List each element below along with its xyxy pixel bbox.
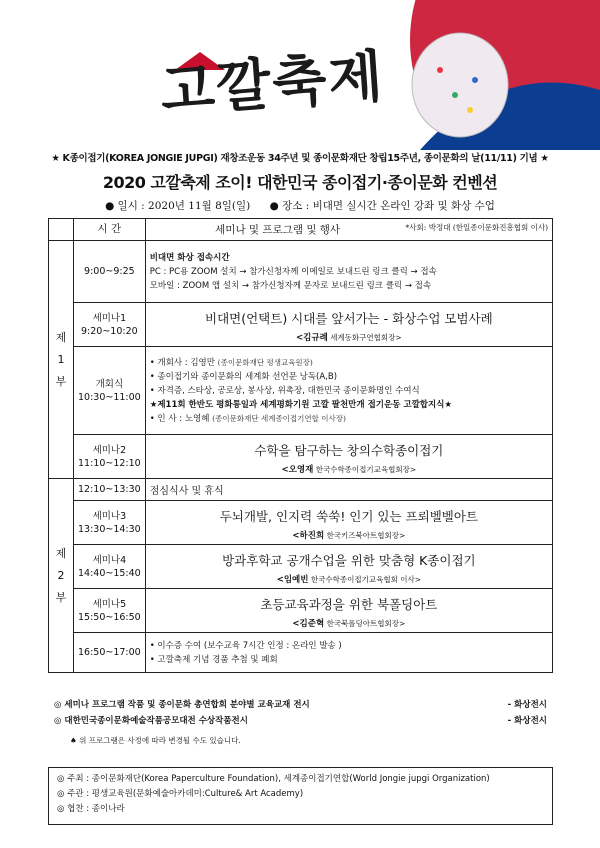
table-header-row: [49, 219, 553, 241]
footer-sponsor: ◎ 협찬 : 종이나라: [57, 804, 125, 814]
table-row: 세미나4 14:40~15:40 방과후학교 공개수업을 위한 맞춤형 K종이접기 <임예빈 한국수학종이접기교육협회 이사>: [49, 545, 553, 589]
list-item: ◎ 대한민국종이문화예술작품공모대전 수상작품전시 - 화상전시: [54, 716, 547, 726]
table-row: 세미나1 9:20~10:20 비대면(언택트) 시대를 앞서가는 - 화상수업 모범사례 <김규례 세계동화구연협회장>: [49, 303, 553, 347]
table-row: 세미나2 11:10~12:10 수학을 탐구하는 창의수학종이접기 <오영재 한국수학종이접기교육협회장>: [49, 435, 553, 479]
footer-credits: [48, 767, 553, 825]
table-row: 16:50~17:00 • 이수증 수여 (보수교육 7시간 인정 : 온라인 발송 ) • 고깔축제 기념 경품 추첨 및 폐회: [49, 633, 553, 673]
hero-banner: [0, 0, 600, 150]
table-row: 개회식 10:30~11:00 • 개회사 : 김영만 (종이문화재단 평생교육원장) • 종이접기와 종이문화의 세계화 선언문 낭독(A,B) • 자격증, 스타상, 공로상, 봉사상, 위촉장, 대한민국 종이문화명인 수여식 ★제11회 한반도 평화통일과 세계평화기원 고깔 팔천만개 접기운동 고깔합지식★ • 인 사 : 노영혜 (종이문화재단 세계종이접기연합 이사장): [49, 347, 553, 435]
footer-organizer: ◎ 주관 : 평생교육원(문화예술아카데미:Culture& Art Academy): [57, 789, 304, 799]
table-row: 세미나3 13:30~14:30 두뇌개발, 인지력 쑥쑥! 인기 있는 프뢰벨벨아트 <하진희 한국키즈북아트협회장>: [49, 501, 553, 545]
table-row: 제 2 부 12:10~13:30 점심식사 및 휴식: [49, 479, 553, 501]
event-meta: [0, 198, 600, 213]
part-2-label: 제 2 부: [49, 479, 74, 673]
jar-of-paper-stars: [412, 33, 508, 137]
event-date: ● 일시 : 2020년 11월 8일(일): [105, 200, 251, 212]
part-1-label: 제 1 부: [49, 241, 74, 479]
list-item: ◎ 세미나 프로그램 작품 및 종이문화 총연합회 분야별 교육교재 전시 - 화상전시: [54, 700, 547, 710]
header-time: 시 간: [74, 219, 146, 241]
header-host: *사회: 박정대 (한일종이문화진흥협회 이사): [405, 223, 548, 232]
header-program: 세미나 및 프로그램 및 행사 *사회: 박정대 (한일종이문화진흥협회 이사): [145, 219, 552, 241]
tagline: ★ K종이접기(KOREA JONGIE JUPGI) 재창조운동 34주년 및 종이문화재단 창립15주년, 종이문화의 날(11/11) 기념 ★: [51, 153, 549, 164]
logo: 고깔축제: [158, 43, 387, 125]
table-row: 제 1 부 9:00~9:25 비대면 화상 접속시간 PC : PC용 ZOOM 설치 → 참가신청자께 이메일로 보내드린 링크 클릭 → 접속 모바일 : ZOOM 앱 설치 → 참가신청자께 문자로 보내드린 링크 클릭 → 접속: [49, 241, 553, 303]
event-venue: ● 장소 : 비대면 실시간 온라인 강좌 및 화상 수업: [269, 200, 495, 212]
page-title: 2020 고깔축제 조이! 대한민국 종이접기·종이문화 컨벤션: [102, 173, 498, 192]
exhibit-list: [48, 697, 553, 749]
schedule-table: [48, 218, 553, 673]
change-notice: ♠ 위 프로그램은 사정에 따라 변경될 수도 있습니다.: [70, 736, 241, 745]
table-row: 세미나5 15:50~16:50 초등교육과정을 위한 북폴딩아트 <김준혁 한국북폴딩아트협회장>: [49, 589, 553, 633]
footer-host: ◎ 주최 : 종이문화재단(Korea Paperculture Foundation), 세계종이접기연합(World Jongie jupgi Organization): [57, 774, 490, 784]
